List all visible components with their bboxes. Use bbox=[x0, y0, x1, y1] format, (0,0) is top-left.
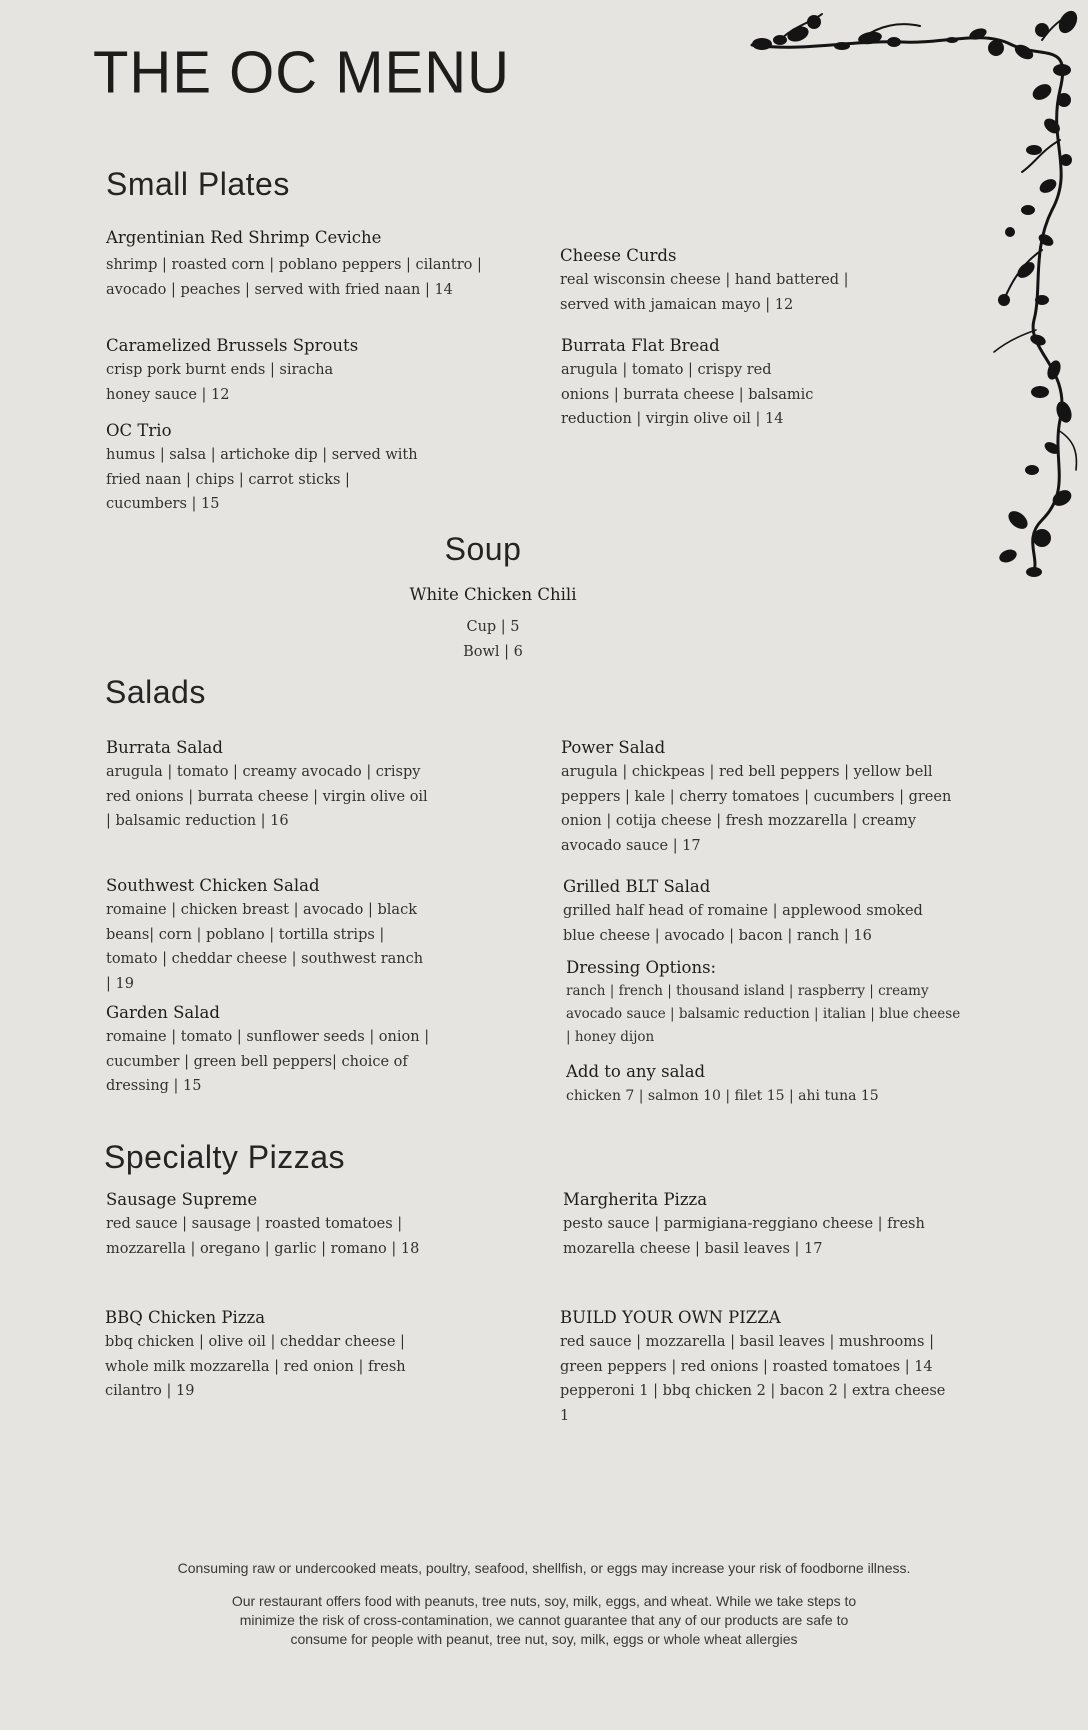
item-desc-line: humus | salsa | artichoke dip | served with bbox=[106, 447, 418, 463]
item-desc-line: romaine | chicken breast | avocado | black bbox=[106, 902, 417, 918]
item-name: White Chicken Chili bbox=[409, 585, 577, 604]
item-desc-line: arugula | tomato | creamy avocado | crispy bbox=[106, 764, 421, 780]
item-desc-line: 1 bbox=[560, 1407, 570, 1424]
allergy-notice-line: Our restaurant offers food with peanuts, tree nuts, soy, milk, eggs, and wheat. While we take steps to bbox=[231, 1593, 857, 1609]
item-desc-line: cilantro | 19 bbox=[105, 1383, 195, 1399]
item-name: Burrata Flat Bread bbox=[561, 336, 720, 355]
menu-title: THE OC MENU bbox=[93, 39, 510, 106]
item-name: Add to any salad bbox=[566, 1062, 706, 1081]
section-title-soup: Soup bbox=[444, 531, 522, 567]
item-desc-line: onions | burrata cheese | balsamic bbox=[561, 386, 814, 403]
item-desc-line: | 19 bbox=[106, 975, 134, 992]
item-desc-line: served with jamaican mayo | 12 bbox=[560, 296, 794, 313]
item-desc-line: red sauce | sausage | roasted tomatoes | bbox=[106, 1216, 403, 1232]
item-desc-line: tomato | cheddar cheese | southwest ranch bbox=[106, 951, 424, 967]
item-name: Power Salad bbox=[561, 738, 666, 757]
menu-item-power-salad bbox=[561, 736, 1001, 858]
item-name: Southwest Chicken Salad bbox=[106, 876, 320, 895]
item-desc-line: red onions | burrata cheese | virgin olive oil bbox=[106, 788, 428, 805]
menu-item-southwest-chicken-salad bbox=[106, 874, 526, 996]
item-desc-line: pesto sauce | parmigiana-reggiano cheese | fresh bbox=[563, 1216, 925, 1232]
item-desc-line: cucumbers | 15 bbox=[106, 496, 220, 512]
item-desc-line: beans| corn | poblano | tortilla strips | bbox=[106, 926, 385, 943]
item-desc-line: real wisconsin cheese | hand battered | bbox=[560, 272, 849, 288]
menu-item-build-your-own-pizza bbox=[560, 1306, 1000, 1428]
menu-item-oc-trio bbox=[106, 419, 506, 517]
menu-item-garden-salad bbox=[106, 1001, 526, 1099]
item-name: Margherita Pizza bbox=[563, 1190, 708, 1209]
menu-item-brussels-sprouts bbox=[106, 334, 506, 407]
item-desc-line: fried naan | chips | carrot sticks | bbox=[106, 471, 350, 488]
item-name: Sausage Supreme bbox=[106, 1190, 258, 1209]
menu-item-bbq-chicken-pizza bbox=[105, 1306, 525, 1404]
item-name: Argentinian Red Shrimp Ceviche bbox=[106, 228, 382, 247]
soup-option-bowl: Bowl | 6 bbox=[463, 644, 523, 660]
item-desc-line: cucumber | green bell peppers| choice of bbox=[106, 1053, 408, 1070]
item-name: OC Trio bbox=[106, 421, 172, 440]
allergy-notice-line: minimize the risk of cross-contamination, we cannot guarantee that any of our products are safe to bbox=[239, 1612, 849, 1628]
item-desc-line: ranch | french | thousand island | raspberry | creamy bbox=[566, 983, 929, 999]
allergy-notice-line: consume for people with peanut, tree nut, soy, milk, eggs or whole wheat allergies bbox=[290, 1631, 798, 1647]
soup-option-cup: Cup | 5 bbox=[466, 619, 520, 635]
item-desc-line: crisp pork burnt ends | siracha bbox=[106, 362, 334, 378]
item-name: Dressing Options: bbox=[566, 958, 717, 977]
item-name: Garden Salad bbox=[106, 1003, 220, 1022]
item-desc-line: mozzarella | oregano | garlic | romano | 18 bbox=[106, 1240, 420, 1257]
item-name: BBQ Chicken Pizza bbox=[105, 1308, 266, 1327]
foodborne-illness-warning: Consuming raw or undercooked meats, poultry, seafood, shellfish, or eggs may increase your risk of foodborne illness. bbox=[177, 1560, 911, 1576]
section-title-small-plates: Small Plates bbox=[106, 166, 290, 202]
item-desc-line: blue cheese | avocado | bacon | ranch | 16 bbox=[563, 927, 872, 944]
section-title-salads: Salads bbox=[105, 674, 206, 710]
item-desc-line: dressing | 15 bbox=[106, 1078, 202, 1094]
item-name: Burrata Salad bbox=[106, 738, 223, 757]
menu-item-burrata-salad bbox=[106, 736, 526, 834]
item-desc-line: chicken 7 | salmon 10 | filet 15 | ahi tuna 15 bbox=[566, 1088, 879, 1104]
item-desc-line: arugula | chickpeas | red bell peppers | yellow bell bbox=[561, 764, 933, 780]
item-desc-line: pepperoni 1 | bbq chicken 2 | bacon 2 | extra cheese bbox=[560, 1383, 946, 1399]
item-name: Grilled BLT Salad bbox=[563, 877, 711, 896]
item-desc-line: | balsamic reduction | 16 bbox=[106, 813, 289, 829]
item-name: BUILD YOUR OWN PIZZA bbox=[560, 1308, 781, 1327]
menu-item-cheese-curds bbox=[560, 244, 940, 317]
item-desc-line: onion | cotija cheese | fresh mozzarella | creamy bbox=[561, 813, 917, 829]
menu-item-burrata-flat-bread bbox=[561, 334, 941, 432]
menu-item-shrimp-ceviche bbox=[106, 226, 506, 302]
section-title-specialty-pizzas: Specialty Pizzas bbox=[104, 1139, 345, 1175]
item-desc-line: peppers | kale | cherry tomatoes | cucumbers | green bbox=[561, 788, 952, 805]
item-desc-line: avocado | peaches | served with fried naan | 14 bbox=[106, 281, 453, 298]
item-name: Caramelized Brussels Sprouts bbox=[106, 336, 359, 355]
item-desc-line: reduction | virgin olive oil | 14 bbox=[561, 411, 784, 427]
item-desc-line: | honey dijon bbox=[566, 1029, 655, 1045]
dressing-options bbox=[566, 956, 1006, 1049]
item-desc-line: grilled half head of romaine | applewood smoked bbox=[563, 903, 923, 919]
menu-item-white-chicken-chili bbox=[0, 583, 986, 665]
item-name: Cheese Curds bbox=[560, 246, 677, 265]
menu-item-grilled-blt-salad bbox=[563, 875, 1003, 948]
item-desc-line: mozarella cheese | basil leaves | 17 bbox=[563, 1240, 823, 1257]
item-desc-line: red sauce | mozzarella | basil leaves | mushrooms | bbox=[560, 1334, 934, 1350]
allergy-notice bbox=[0, 1592, 1088, 1649]
item-desc-line: bbq chicken | olive oil | cheddar cheese | bbox=[105, 1334, 405, 1350]
item-desc-line: honey sauce | 12 bbox=[106, 386, 230, 403]
menu-item-margherita-pizza bbox=[563, 1188, 1003, 1261]
salad-add-ons bbox=[566, 1060, 1006, 1109]
item-desc-line: romaine | tomato | sunflower seeds | onion | bbox=[106, 1029, 430, 1045]
item-desc-line: green peppers | red onions | roasted tomatoes | 14 bbox=[560, 1358, 933, 1375]
item-desc-line: avocado sauce | 17 bbox=[561, 837, 701, 854]
item-desc-line: avocado sauce | balsamic reduction | italian | blue cheese bbox=[566, 1006, 961, 1022]
menu-item-sausage-supreme bbox=[106, 1188, 526, 1261]
item-desc-line: whole milk mozzarella | red onion | fresh bbox=[105, 1358, 406, 1375]
item-desc-line: shrimp | roasted corn | poblano peppers | cilantro | bbox=[106, 257, 482, 273]
item-desc-line: arugula | tomato | crispy red bbox=[561, 362, 772, 378]
